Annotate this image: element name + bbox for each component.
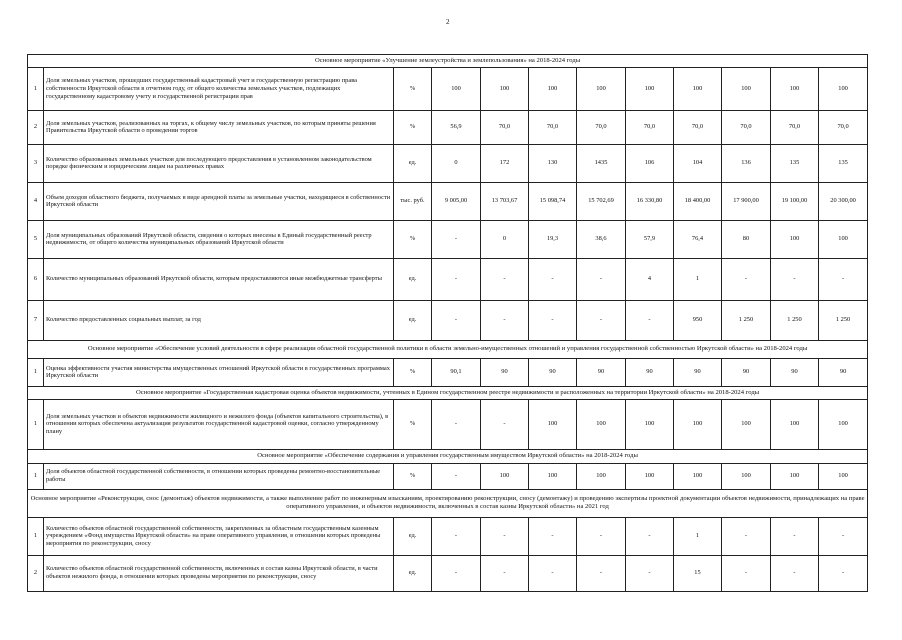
value-cell: 90 bbox=[529, 358, 577, 386]
value-cell: 100 bbox=[529, 463, 577, 489]
value-cell: 9 005,00 bbox=[432, 182, 481, 220]
value-cell: - bbox=[481, 555, 529, 591]
indicator-name: Количество объектов областной государственной собственности, закрепленных за областным государственным казенным учреждением «Фонд имущества Иркутской области» на праве оперативного управления, в отношении которых проведены мероприятия по реконструкции, сносу bbox=[44, 517, 394, 555]
row-number: 2 bbox=[28, 110, 44, 144]
indicator-name: Доля земельных участков, прошедших государственный кадастровый учет и государственную регистрацию права собственности Иркутской области в отчетном году, от общего количества земельных участков, подлежащих государственному кадастровому учету и государственной регистрации прав bbox=[44, 67, 394, 110]
unit-cell: ед. bbox=[394, 555, 432, 591]
value-cell: 76,4 bbox=[674, 220, 722, 258]
value-cell: 70,0 bbox=[674, 110, 722, 144]
value-cell: - bbox=[577, 517, 626, 555]
indicator-name: Доля объектов областной государственной собственности, в отношении которых проведены ремонтно-восстановительные работы bbox=[44, 463, 394, 489]
value-cell: 100 bbox=[481, 67, 529, 110]
value-cell: 100 bbox=[771, 399, 819, 449]
value-cell: 70,0 bbox=[819, 110, 868, 144]
page-number: 2 bbox=[446, 18, 450, 26]
unit-cell: ед. bbox=[394, 517, 432, 555]
value-cell: - bbox=[722, 258, 771, 300]
value-cell: 1 250 bbox=[819, 300, 868, 340]
value-cell: 18 400,00 bbox=[674, 182, 722, 220]
table-row bbox=[28, 258, 868, 300]
value-cell: - bbox=[819, 555, 868, 591]
table-row bbox=[28, 144, 868, 182]
table-row bbox=[28, 358, 868, 386]
value-cell: 70,0 bbox=[771, 110, 819, 144]
value-cell: 100 bbox=[626, 463, 674, 489]
value-cell: - bbox=[722, 517, 771, 555]
section-title: Основное мероприятие «Обеспечение содержания и управления государственным имуществом Иркутской области» на 2018-2024 годы bbox=[28, 449, 868, 463]
indicator-name: Количество объектов областной государственной собственности, включенных в состав казны Иркутской области, в части объектов нежилого фонда, в отношении которых проведены мероприятия по реконструкции, сносу bbox=[44, 555, 394, 591]
value-cell: 90 bbox=[722, 358, 771, 386]
indicator-name: Доля муниципальных образований Иркутской области, сведения о которых внесены в Единый государственный реестр недвижимости, от общего количества муниципальных образований Иркутской области bbox=[44, 220, 394, 258]
table-row bbox=[28, 182, 868, 220]
value-cell: - bbox=[771, 517, 819, 555]
value-cell: - bbox=[432, 399, 481, 449]
value-cell: 90,1 bbox=[432, 358, 481, 386]
value-cell: 19,3 bbox=[529, 220, 577, 258]
value-cell: 100 bbox=[674, 67, 722, 110]
indicator-name: Количество предоставленных социальных выплат, за год bbox=[44, 300, 394, 340]
unit-cell: % bbox=[394, 399, 432, 449]
table-row bbox=[28, 67, 868, 110]
value-cell: - bbox=[626, 517, 674, 555]
value-cell: 90 bbox=[626, 358, 674, 386]
table-row bbox=[28, 463, 868, 489]
indicator-name: Оценка эффективности участия министерства имущественных отношений Иркутской области в государственных программах Иркутской области bbox=[44, 358, 394, 386]
row-number: 5 bbox=[28, 220, 44, 258]
value-cell: 15 098,74 bbox=[529, 182, 577, 220]
value-cell: 106 bbox=[626, 144, 674, 182]
value-cell: 70,0 bbox=[577, 110, 626, 144]
row-number: 7 bbox=[28, 300, 44, 340]
value-cell: 1435 bbox=[577, 144, 626, 182]
indicator-name: Объем доходов областного бюджета, получаемых в виде арендной платы за земельные участки, находящиеся в собственности Иркутской области bbox=[44, 182, 394, 220]
value-cell: 100 bbox=[722, 399, 771, 449]
value-cell: - bbox=[626, 300, 674, 340]
value-cell: 57,9 bbox=[626, 220, 674, 258]
value-cell: 100 bbox=[577, 463, 626, 489]
value-cell: 100 bbox=[771, 67, 819, 110]
value-cell: 950 bbox=[674, 300, 722, 340]
value-cell: 135 bbox=[771, 144, 819, 182]
indicator-name: Доля земельных участков и объектов недвижимости жилищного и нежилого фонда (объектов капитального строительства), в отношении которых обеспечена актуализация результатов государственной кадастровой оценки, согласно утвержденному плану bbox=[44, 399, 394, 449]
section-header bbox=[28, 449, 868, 463]
value-cell: 38,6 bbox=[577, 220, 626, 258]
value-cell: - bbox=[529, 258, 577, 300]
value-cell: 100 bbox=[529, 399, 577, 449]
value-cell: 100 bbox=[771, 463, 819, 489]
value-cell: - bbox=[577, 555, 626, 591]
unit-cell: тыс. руб. bbox=[394, 182, 432, 220]
section-title: Основное мероприятие «Обеспечение условий деятельности в сфере реализации областной государственной политики в области земельно-имущественных отношений и управления государственной собственностью Иркутской области» на 2018-2024 годы bbox=[28, 340, 868, 358]
unit-cell: % bbox=[394, 67, 432, 110]
section-header bbox=[28, 340, 868, 358]
table-row bbox=[28, 300, 868, 340]
section-header bbox=[28, 489, 868, 517]
table-row bbox=[28, 399, 868, 449]
table-row bbox=[28, 220, 868, 258]
value-cell: 90 bbox=[481, 358, 529, 386]
section-header bbox=[28, 386, 868, 399]
indicator-name: Количество образованных земельных участков для последующего предоставления в установленном законодательством порядке физическим и юридическим лицам на различных правах bbox=[44, 144, 394, 182]
row-number: 1 bbox=[28, 358, 44, 386]
value-cell: - bbox=[481, 399, 529, 449]
row-number: 1 bbox=[28, 67, 44, 110]
value-cell: 104 bbox=[674, 144, 722, 182]
value-cell: 0 bbox=[432, 144, 481, 182]
value-cell: 56,9 bbox=[432, 110, 481, 144]
value-cell: 100 bbox=[819, 463, 868, 489]
value-cell: - bbox=[432, 517, 481, 555]
value-cell: - bbox=[432, 220, 481, 258]
value-cell: 70,0 bbox=[481, 110, 529, 144]
value-cell: 1 250 bbox=[722, 300, 771, 340]
value-cell: - bbox=[577, 258, 626, 300]
value-cell: - bbox=[432, 463, 481, 489]
value-cell: - bbox=[771, 258, 819, 300]
value-cell: 17 900,00 bbox=[722, 182, 771, 220]
section-title: Основное мероприятие «Улучшение землеустройства и землепользования» на 2018-2024 годы bbox=[28, 55, 868, 68]
indicators-table bbox=[27, 54, 868, 592]
value-cell: 100 bbox=[771, 220, 819, 258]
value-cell: 100 bbox=[529, 67, 577, 110]
row-number: 4 bbox=[28, 182, 44, 220]
value-cell: - bbox=[432, 300, 481, 340]
section-title: Основное мероприятие «Государственная кадастровая оценка объектов недвижимости, учтенных в Едином государственном реестре недвижимости и расположенных на территории Иркутской области» на 2018-2024 годы bbox=[28, 386, 868, 399]
table-row bbox=[28, 110, 868, 144]
value-cell: 80 bbox=[722, 220, 771, 258]
indicator-name: Доля земельных участков, реализованных на торгах, к общему числу земельных участков, по которым приняты решения Правительства Иркутской области о проведении торгов bbox=[44, 110, 394, 144]
value-cell: - bbox=[481, 300, 529, 340]
value-cell: 100 bbox=[819, 220, 868, 258]
value-cell: - bbox=[432, 258, 481, 300]
value-cell: 1 bbox=[674, 258, 722, 300]
value-cell: - bbox=[819, 258, 868, 300]
value-cell: 100 bbox=[722, 67, 771, 110]
value-cell: 90 bbox=[674, 358, 722, 386]
value-cell: 15 702,69 bbox=[577, 182, 626, 220]
value-cell: 100 bbox=[722, 463, 771, 489]
value-cell: 100 bbox=[481, 463, 529, 489]
value-cell: 20 300,00 bbox=[819, 182, 868, 220]
value-cell: 100 bbox=[674, 399, 722, 449]
unit-cell: ед. bbox=[394, 258, 432, 300]
value-cell: 70,0 bbox=[626, 110, 674, 144]
value-cell: 100 bbox=[577, 67, 626, 110]
value-cell: - bbox=[481, 517, 529, 555]
value-cell: 16 330,80 bbox=[626, 182, 674, 220]
unit-cell: ед. bbox=[394, 144, 432, 182]
value-cell: - bbox=[481, 258, 529, 300]
table-row bbox=[28, 517, 868, 555]
value-cell: 130 bbox=[529, 144, 577, 182]
value-cell: - bbox=[819, 517, 868, 555]
row-number: 6 bbox=[28, 258, 44, 300]
value-cell: 1 bbox=[674, 517, 722, 555]
value-cell: - bbox=[577, 300, 626, 340]
value-cell: 4 bbox=[626, 258, 674, 300]
row-number: 2 bbox=[28, 555, 44, 591]
value-cell: 100 bbox=[819, 399, 868, 449]
value-cell: 70,0 bbox=[529, 110, 577, 144]
value-cell: 100 bbox=[674, 463, 722, 489]
unit-cell: % bbox=[394, 463, 432, 489]
row-number: 1 bbox=[28, 463, 44, 489]
table-row bbox=[28, 555, 868, 591]
section-header bbox=[28, 55, 868, 68]
value-cell: 100 bbox=[626, 399, 674, 449]
value-cell: 100 bbox=[432, 67, 481, 110]
section-title: Основное мероприятие «Реконструкция, снос (демонтаж) объектов недвижимости, а также выполнение работ по инженерным изысканиям, проектированию реконструкции, сносу (демонтажу) и проведению экспертизы проектной документации объектов недвижимости, принадлежащих на праве оперативного управления, и объектов недвижимости, включенных в состав казны Иркутской области» на 2021 год bbox=[28, 489, 868, 517]
row-number: 1 bbox=[28, 517, 44, 555]
value-cell: - bbox=[722, 555, 771, 591]
value-cell: 1 250 bbox=[771, 300, 819, 340]
unit-cell: ед. bbox=[394, 300, 432, 340]
value-cell: 90 bbox=[577, 358, 626, 386]
value-cell: 0 bbox=[481, 220, 529, 258]
value-cell: 15 bbox=[674, 555, 722, 591]
value-cell: 19 100,00 bbox=[771, 182, 819, 220]
value-cell: 90 bbox=[771, 358, 819, 386]
value-cell: - bbox=[432, 555, 481, 591]
unit-cell: % bbox=[394, 358, 432, 386]
row-number: 1 bbox=[28, 399, 44, 449]
value-cell: - bbox=[771, 555, 819, 591]
row-number: 3 bbox=[28, 144, 44, 182]
value-cell: 135 bbox=[819, 144, 868, 182]
indicator-name: Количество муниципальных образований Иркутской области, которым предоставляются иные межбюджетные трансферты bbox=[44, 258, 394, 300]
value-cell: 172 bbox=[481, 144, 529, 182]
value-cell: - bbox=[529, 300, 577, 340]
value-cell: 136 bbox=[722, 144, 771, 182]
value-cell: 100 bbox=[819, 67, 868, 110]
value-cell: 90 bbox=[819, 358, 868, 386]
value-cell: - bbox=[626, 555, 674, 591]
value-cell: 13 703,67 bbox=[481, 182, 529, 220]
value-cell: 100 bbox=[577, 399, 626, 449]
value-cell: 100 bbox=[626, 67, 674, 110]
unit-cell: % bbox=[394, 110, 432, 144]
value-cell: - bbox=[529, 555, 577, 591]
unit-cell: % bbox=[394, 220, 432, 258]
value-cell: - bbox=[529, 517, 577, 555]
value-cell: 70,0 bbox=[722, 110, 771, 144]
